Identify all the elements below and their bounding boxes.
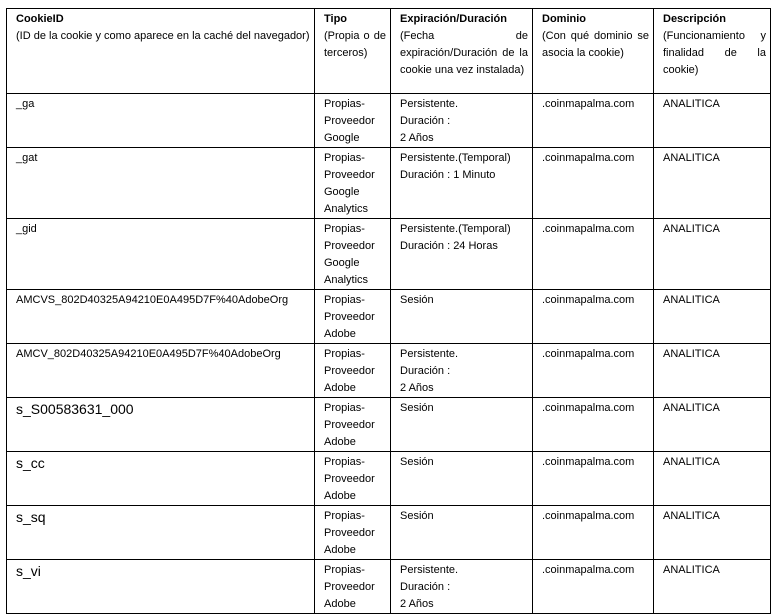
tipo-line: Propias- bbox=[324, 152, 365, 164]
table-row bbox=[7, 344, 771, 398]
table-row bbox=[7, 219, 771, 290]
descripcion-cell: ANALITICA bbox=[654, 560, 771, 614]
expiracion-line: Persistente. bbox=[400, 348, 459, 360]
header-dominio-subtitle: (Con qué dominio se asocia la cookie) bbox=[542, 30, 649, 59]
expiracion-line: Persistente. bbox=[400, 98, 459, 110]
tipo-line: Proveedor bbox=[324, 311, 375, 323]
dominio-cell: .coinmapalma.com bbox=[533, 452, 654, 506]
header-descripcion bbox=[654, 9, 771, 94]
expiracion-cell bbox=[391, 506, 533, 560]
expiracion-cell bbox=[391, 560, 533, 614]
header-cookieid-title: CookieID bbox=[16, 13, 64, 25]
expiracion-line: Duración : 24 Horas bbox=[400, 240, 498, 252]
dominio-cell: .coinmapalma.com bbox=[533, 344, 654, 398]
header-expiracion-subtitle: (Fecha de expiración/Duración de la cookie una vez instalada) bbox=[400, 30, 528, 76]
tipo-line: Propias- bbox=[324, 456, 365, 468]
tipo-line: Propias- bbox=[324, 402, 365, 414]
descripcion-cell: ANALITICA bbox=[654, 219, 771, 290]
expiracion-line: Duración : bbox=[400, 581, 451, 593]
tipo-line: Proveedor bbox=[324, 240, 375, 252]
expiracion-line: 2 Años bbox=[400, 132, 434, 144]
tipo-line: Google bbox=[324, 186, 360, 198]
tipo-cell bbox=[315, 452, 391, 506]
tipo-line: Analytics bbox=[324, 203, 369, 215]
tipo-cell bbox=[315, 290, 391, 344]
header-expiracion bbox=[391, 9, 533, 94]
dominio-cell: .coinmapalma.com bbox=[533, 219, 654, 290]
table-header-row bbox=[7, 9, 771, 94]
cookie-id-cell: _gat bbox=[7, 148, 315, 219]
tipo-cell bbox=[315, 219, 391, 290]
header-expiracion-title: Expiración/Duración bbox=[400, 13, 507, 25]
tipo-line: Proveedor bbox=[324, 365, 375, 377]
expiracion-cell bbox=[391, 452, 533, 506]
cookie-id-cell: _ga bbox=[7, 94, 315, 148]
table-row bbox=[7, 398, 771, 452]
expiracion-line: 2 Años bbox=[400, 382, 434, 394]
descripcion-cell: ANALITICA bbox=[654, 148, 771, 219]
cookie-id-cell: AMCVS_802D40325A94210E0A495D7F%40AdobeOrg bbox=[7, 290, 315, 344]
expiracion-cell bbox=[391, 290, 533, 344]
dominio-cell: .coinmapalma.com bbox=[533, 398, 654, 452]
cookie-id-cell: _gid bbox=[7, 219, 315, 290]
header-tipo-subtitle: (Propia o de terceros) bbox=[324, 30, 386, 59]
tipo-cell bbox=[315, 344, 391, 398]
header-cookieid bbox=[7, 9, 315, 94]
tipo-cell bbox=[315, 148, 391, 219]
header-descripcion-title: Descripción bbox=[663, 13, 726, 25]
expiracion-line: 2 Años bbox=[400, 598, 434, 610]
tipo-line: Google bbox=[324, 257, 360, 269]
expiracion-cell bbox=[391, 94, 533, 148]
descripcion-cell: ANALITICA bbox=[654, 506, 771, 560]
tipo-line: Propias- bbox=[324, 564, 365, 576]
tipo-line: Proveedor bbox=[324, 581, 375, 593]
dominio-cell: .coinmapalma.com bbox=[533, 94, 654, 148]
descripcion-cell: ANALITICA bbox=[654, 290, 771, 344]
expiracion-line: Duración : bbox=[400, 365, 451, 377]
dominio-cell: .coinmapalma.com bbox=[533, 290, 654, 344]
expiracion-line: Sesión bbox=[400, 294, 434, 306]
table-row bbox=[7, 452, 771, 506]
cookie-table bbox=[6, 8, 771, 614]
descripcion-cell: ANALITICA bbox=[654, 344, 771, 398]
cookie-id-cell: s_cc bbox=[7, 452, 315, 506]
tipo-line: Propias- bbox=[324, 98, 365, 110]
tipo-line: Proveedor bbox=[324, 527, 375, 539]
tipo-line: Proveedor bbox=[324, 115, 375, 127]
tipo-cell bbox=[315, 398, 391, 452]
header-dominio bbox=[533, 9, 654, 94]
dominio-cell: .coinmapalma.com bbox=[533, 506, 654, 560]
tipo-line: Adobe bbox=[324, 382, 356, 394]
tipo-line: Propias- bbox=[324, 510, 365, 522]
tipo-cell bbox=[315, 560, 391, 614]
expiracion-cell bbox=[391, 148, 533, 219]
expiracion-line: Sesión bbox=[400, 402, 434, 414]
expiracion-line: Sesión bbox=[400, 510, 434, 522]
header-tipo bbox=[315, 9, 391, 94]
descripcion-cell: ANALITICA bbox=[654, 452, 771, 506]
dominio-cell: .coinmapalma.com bbox=[533, 148, 654, 219]
expiracion-line: Persistente. bbox=[400, 564, 459, 576]
tipo-line: Proveedor bbox=[324, 169, 375, 181]
cookie-table-container bbox=[6, 8, 771, 614]
cookie-id-cell: AMCV_802D40325A94210E0A495D7F%40AdobeOrg bbox=[7, 344, 315, 398]
expiracion-cell bbox=[391, 219, 533, 290]
table-row bbox=[7, 94, 771, 148]
expiracion-line: Duración : bbox=[400, 115, 451, 127]
tipo-cell bbox=[315, 94, 391, 148]
tipo-line: Proveedor bbox=[324, 419, 375, 431]
tipo-line: Propias- bbox=[324, 294, 365, 306]
tipo-line: Analytics bbox=[324, 274, 369, 286]
tipo-line: Proveedor bbox=[324, 473, 375, 485]
table-row bbox=[7, 506, 771, 560]
expiracion-line: Persistente.(Temporal) bbox=[400, 223, 511, 235]
expiracion-cell bbox=[391, 344, 533, 398]
header-dominio-title: Dominio bbox=[542, 13, 586, 25]
header-cookieid-subtitle: (ID de la cookie y como aparece en la caché del navegador) bbox=[16, 30, 310, 42]
cookie-id-cell: s_sq bbox=[7, 506, 315, 560]
descripcion-cell: ANALITICA bbox=[654, 398, 771, 452]
table-row bbox=[7, 290, 771, 344]
header-tipo-title: Tipo bbox=[324, 13, 348, 25]
table-row bbox=[7, 148, 771, 219]
cookie-id-cell: s_vi bbox=[7, 560, 315, 614]
expiracion-line: Duración : 1 Minuto bbox=[400, 169, 496, 181]
tipo-line: Adobe bbox=[324, 436, 356, 448]
tipo-line: Propias- bbox=[324, 348, 365, 360]
tipo-line: Adobe bbox=[324, 490, 356, 502]
tipo-line: Adobe bbox=[324, 544, 356, 556]
dominio-cell: .coinmapalma.com bbox=[533, 560, 654, 614]
expiracion-line: Sesión bbox=[400, 456, 434, 468]
tipo-line: Propias- bbox=[324, 223, 365, 235]
header-descripcion-subtitle: (Funcionamiento y finalidad de la cookie) bbox=[663, 30, 766, 76]
tipo-line: Adobe bbox=[324, 328, 356, 340]
cookie-id-cell: s_S00583631_000 bbox=[7, 398, 315, 452]
table-row bbox=[7, 560, 771, 614]
expiracion-cell bbox=[391, 398, 533, 452]
descripcion-cell: ANALITICA bbox=[654, 94, 771, 148]
tipo-line: Google bbox=[324, 132, 360, 144]
tipo-line: Adobe bbox=[324, 598, 356, 610]
tipo-cell bbox=[315, 506, 391, 560]
expiracion-line: Persistente.(Temporal) bbox=[400, 152, 511, 164]
